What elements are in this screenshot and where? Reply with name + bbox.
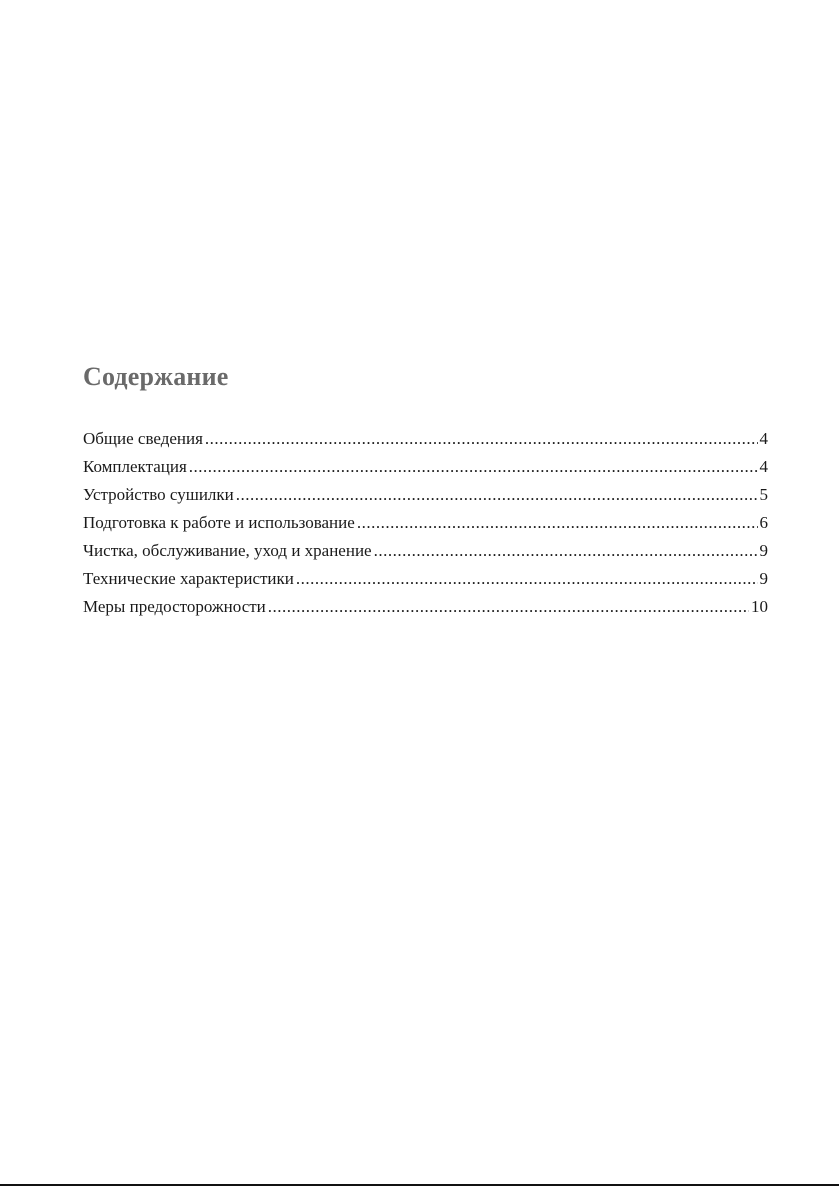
toc-dot-leader xyxy=(189,453,758,481)
toc-page-number: 9 xyxy=(759,541,768,560)
toc-entry-dryer-design[interactable] xyxy=(83,481,768,509)
table-of-contents xyxy=(83,425,768,621)
toc-title: Содержание xyxy=(83,362,229,391)
toc-entry-title: Меры предосторожности xyxy=(83,597,266,616)
toc-entry-title: Чистка, обслуживание, уход и хранение xyxy=(83,541,372,560)
toc-dot-leader xyxy=(296,565,758,593)
toc-dot-leader xyxy=(268,593,749,621)
toc-page-number: 4 xyxy=(759,457,768,476)
toc-dot-leader xyxy=(374,537,758,565)
page-bottom-rule xyxy=(0,1184,839,1186)
toc-entry-specifications[interactable] xyxy=(83,565,768,593)
toc-page-number: 9 xyxy=(759,569,768,588)
toc-entry-preparation-and-use[interactable] xyxy=(83,509,768,537)
toc-page-number: 4 xyxy=(759,429,768,448)
toc-entry-title: Комплектация xyxy=(83,457,187,476)
toc-entry-title: Подготовка к работе и использование xyxy=(83,513,355,532)
toc-entry-cleaning-and-storage[interactable] xyxy=(83,537,768,565)
toc-dot-leader xyxy=(357,509,758,537)
toc-entry-safety-precautions[interactable] xyxy=(83,593,768,621)
toc-dot-leader xyxy=(205,425,758,453)
toc-page-number: 5 xyxy=(759,485,768,504)
toc-dot-leader xyxy=(236,481,758,509)
toc-entry-title: Общие сведения xyxy=(83,429,203,448)
toc-page-number: 6 xyxy=(759,513,768,532)
toc-entry-title: Устройство сушилки xyxy=(83,485,234,504)
toc-entry-general-info[interactable] xyxy=(83,425,768,453)
toc-entry-title: Технические характеристики xyxy=(83,569,294,588)
toc-entry-package-contents[interactable] xyxy=(83,453,768,481)
toc-page-number: 10 xyxy=(751,597,768,616)
